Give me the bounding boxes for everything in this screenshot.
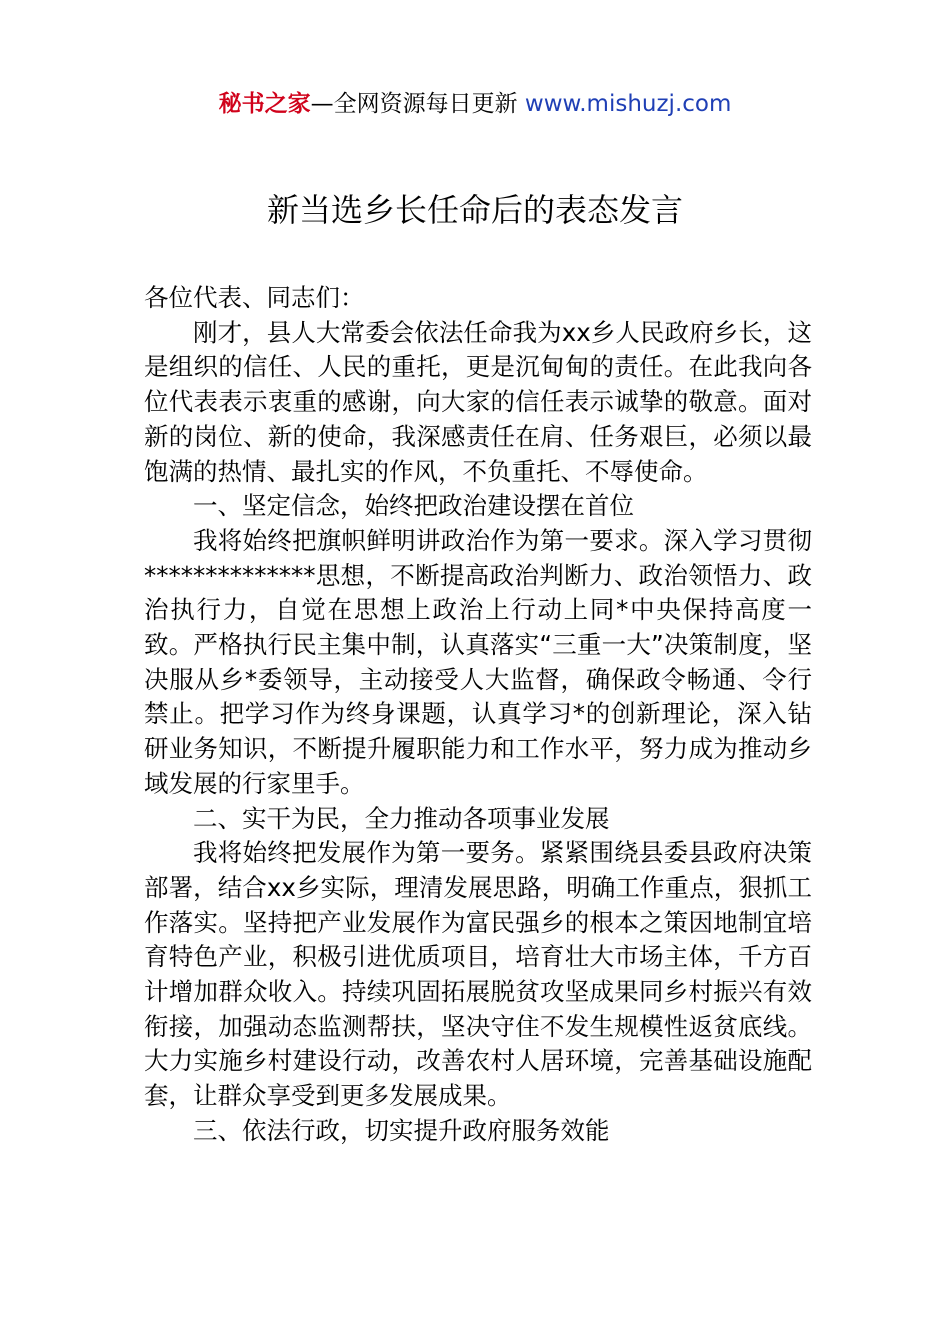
document-body (144, 281, 812, 1149)
section-heading-1: 一、坚定信念，始终把政治建设摆在首位 (193, 491, 634, 521)
site-header (0, 88, 950, 120)
site-url-link[interactable]: www.mishuzj.com (524, 91, 732, 117)
intro-paragraph: 刚才，县人大常委会依法任命我为xx乡人民政府乡长，这是组织的信任、人民的重托，更是沉甸甸的责任。在此我向各位代表表示衷重的感谢，向大家的信任表示诚挚的敬意。面对新的岗位、新的使命，我深感责任在肩、任务艰巨，必须以最饱满的热情、最扎实的作风，不负重托、不辱使命。 (144, 317, 812, 486)
section-heading-2: 二、实干为民，全力推动各项事业发展 (193, 803, 610, 833)
document-title: 新当选乡长任命后的表态发言 (266, 191, 683, 229)
site-tagline: —全网资源每日更新 (310, 91, 525, 117)
brand-name: 秘书之家 (218, 91, 311, 117)
section-paragraph-1: 我将始终把旗帜鲜明讲政治作为第一要求。深入学习贯彻**************思想，不断提高政治判断力、政治领悟力、政治执行力，自觉在思想上政治上行动上同*中央保持高度一致。严格执行民主集中制，认真落实“三重一大”决策制度，坚决服从乡*委领导，主动接受人大监督，确保政令畅通、令行禁止。把学习作为终身课题，认真学习*的创新理论，深入钻研业务知识，不断提升履职能力和工作水平，努力成为推动乡域发展的行家里手。 (144, 525, 812, 798)
section-paragraph-2: 我将始终把发展作为第一要务。紧紧围绕县委县政府决策部署，结合xx乡实际，理清发展思路，明确工作重点，狠抓工作落实。坚持把产业发展作为富民强乡的根本之策因地制宜培育特色产业，积极引进优质项目，培育壮大市场主体，千方百计增加群众收入。持续巩固拓展脱贫攻坚成果同乡村振兴有效衔接，加强动态监测帮扶，坚决守住不发生规模性返贫底线。大力实施乡村建设行动，改善农村人居环境，完善基础设施配套，让群众享受到更多发展成果。 (144, 838, 812, 1111)
section-heading-3: 三、依法行政，切实提升政府服务效能 (193, 1115, 610, 1145)
salutation: 各位代表、同志们： (144, 283, 365, 312)
